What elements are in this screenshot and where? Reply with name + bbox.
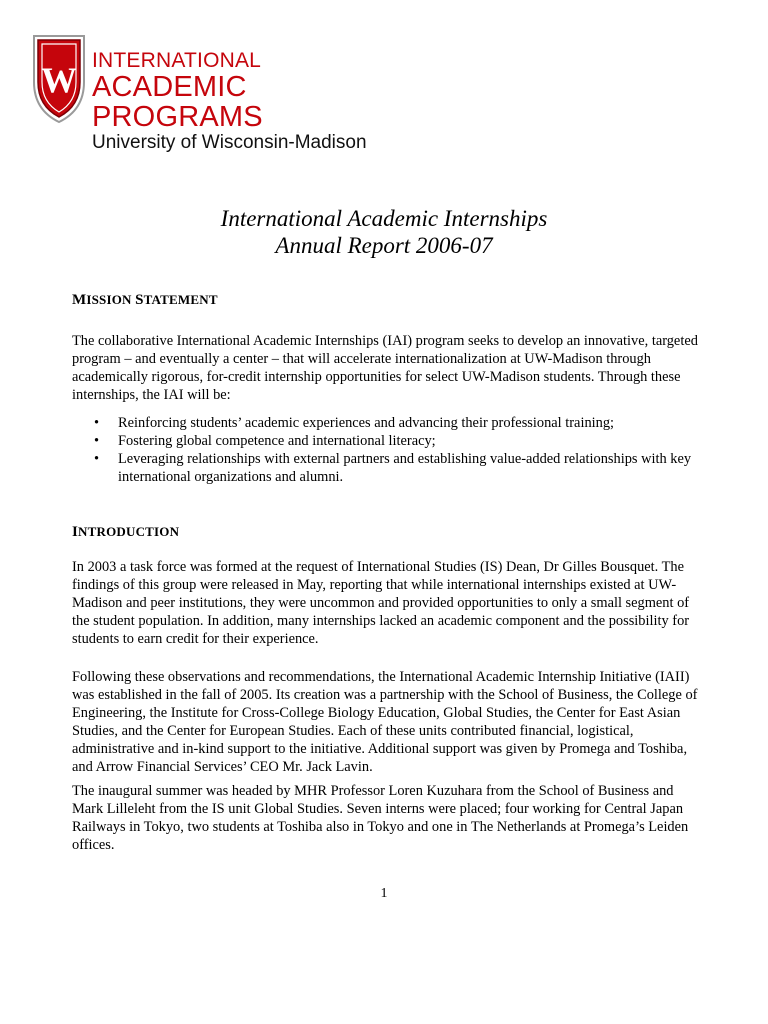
intro-paragraph-1: In 2003 a task force was formed at the request of International Studies (IS) Dean, Dr Gilles Bousquet. The findings of this group were released in May, reporting that while international internships existed at UW-Madison and peer institutions, they were uncommon and provided opportunities to only a small segment of the student population. In addition, many internships lacked an academic component and the possibility for students to earn credit for their experience. — [72, 559, 690, 647]
svg-text:W: W — [41, 60, 77, 100]
list-item: • Leveraging relationships with external partners and establishing value-added relationships with key international organizations and alumni. — [94, 451, 692, 485]
intro-paragraph-2: Following these observations and recommendations, the International Academic Internship Initiative (IAII) was established in the fall of 2005. Its creation was a partnership with the School of Business, the College of Engineering, the Institute for Cross-College Biology Education, Global Studies, the Center for East Asian Studies, and the Center for European Studies. Each of these units contributed financial, logistical, administrative and in-kind support to the initiative. Additional support was given by Promega and Toshiba, and Arrow Financial Services’ CEO Mr. Jack Lavin. — [72, 669, 698, 775]
header-logo — [30, 30, 370, 153]
page-number: 1 — [380, 886, 388, 901]
bullet-icon: • — [94, 451, 100, 467]
logo-line-1: INTERNATIONAL — [92, 49, 262, 72]
uw-crest-icon — [30, 30, 88, 125]
logo-line-2: ACADEMIC PROGRAMS — [92, 71, 263, 133]
bullet-icon: • — [94, 415, 100, 431]
document-title — [0, 205, 768, 259]
bullet-icon: • — [94, 433, 100, 449]
mission-bullet-list — [72, 414, 698, 486]
logo-wordmark — [92, 30, 370, 154]
logo-line-3: University of Wisconsin-Madison — [92, 132, 367, 153]
list-item: • Reinforcing students’ academic experiences and advancing their professional training; — [94, 415, 615, 431]
mission-heading: MISSION STATEMENT — [72, 292, 218, 308]
title-line-1: International Academic Internships — [220, 206, 548, 231]
list-item: • Fostering global competence and international literacy; — [94, 433, 436, 449]
title-line-2: Annual Report 2006-07 — [275, 233, 493, 258]
intro-paragraph-3: The inaugural summer was headed by MHR Professor Loren Kuzuhara from the School of Business and Mark Lilleleht from the IS unit Global Studies. Seven interns were placed; four working for Central Japan Railways in Tokyo, two students at Toshiba also in Tokyo and one in The Netherlands at Promega’s Leiden offices. — [72, 783, 689, 853]
introduction-heading: INTRODUCTION — [72, 524, 180, 540]
mission-paragraph: The collaborative International Academic Internships (IAI) program seeks to develop an innovative, targeted program – and eventually a center – that will accelerate internationalization at UW-Madison through academically rigorous, for-credit internship opportunities for select UW-Madison students. Through these internships, the IAI will be: — [72, 333, 698, 403]
